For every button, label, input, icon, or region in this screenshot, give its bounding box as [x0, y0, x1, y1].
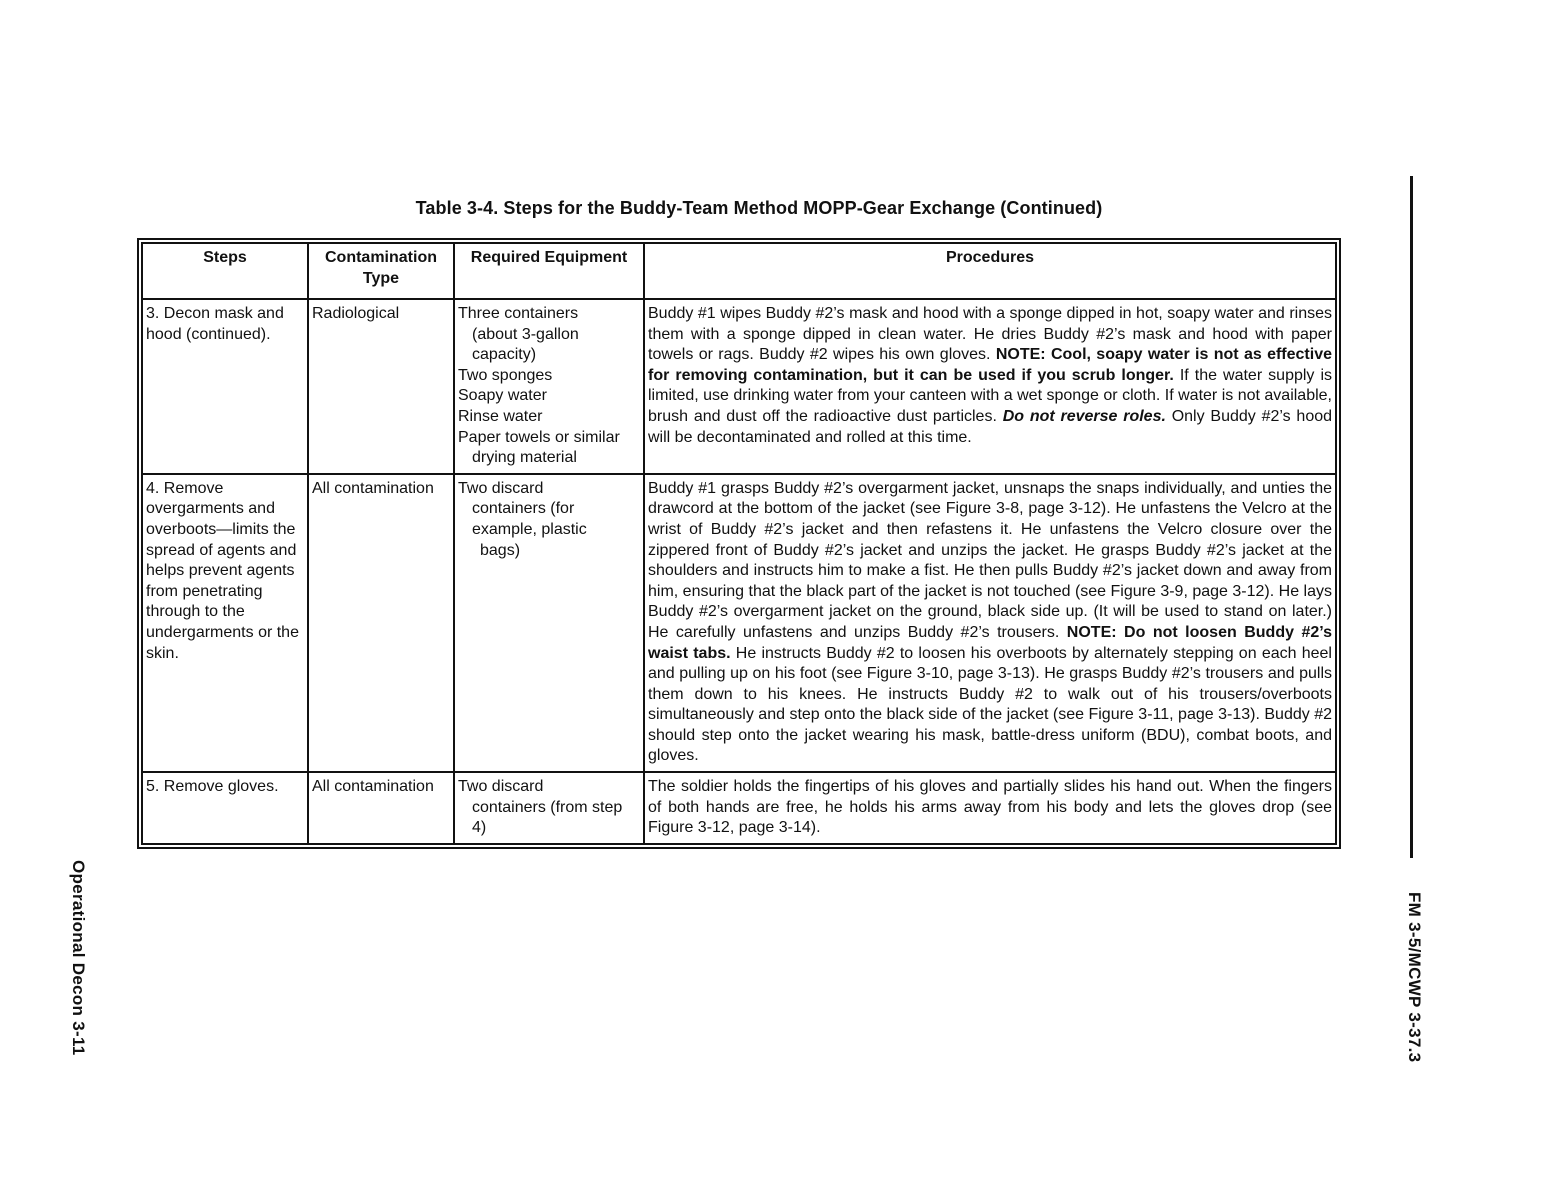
equipment-item: Two discard — [458, 778, 544, 796]
page-footer-right: FM 3-5/MCWP 3-37.3 — [1405, 892, 1424, 1063]
equipment-item: Soapy water — [458, 387, 547, 405]
equipment-item: Rinse water — [458, 407, 543, 425]
table-frame — [137, 238, 1341, 849]
equipment-item: Two discard — [458, 479, 544, 497]
equipment-item-continued: (about 3-gallon capacity) — [472, 325, 579, 364]
equipment-item-continued: drying material — [472, 449, 577, 467]
equipment-item: Three containers — [458, 305, 579, 322]
equipment-item-continued: bags) — [480, 541, 521, 559]
step-cell: 3. Decon mask and hood (continued). — [142, 299, 308, 474]
step-cell: 5. Remove gloves. — [142, 772, 308, 844]
equipment-cell — [454, 772, 644, 844]
procedure-text: Only Buddy #2’s hood will be decontaminated and rolled at this time. — [648, 407, 1333, 446]
procedure-cell — [644, 474, 1336, 772]
procedure-note: NOTE: Cool, soapy water is not as effective for removing contamination, but it can be used if you scrub longer. — [648, 346, 1333, 384]
margin-rule — [1410, 176, 1413, 858]
procedure-text: Buddy #1 grasps Buddy #2’s overgarment jacket, unsnaps the snaps individually, and unties the drawcord at the bottom of the jacket (see Figure 3-8, page 3-12). He unfastens the Velcro at the wrist of Buddy #2’s jacket and then refastens it. He unfastens the Velcro closure over the zippered front of Buddy #2’s jacket and unzips the jacket. He grasps Buddy #2’s jacket at the shoulders and instructs him to make a fist. He then pulls Buddy #2’s jacket down and away from him, ensuring that the black part of the jacket is not touched (see Figure 3-9, page 3-12). He lays Buddy #2’s overgarment jacket on the ground, black side up. (It will be used to stand on later.) He carefully unfastens and unzips Buddy #2’s trousers. — [648, 479, 1332, 641]
procedure-text: He instructs Buddy #2 to loosen his overboots by alternately stepping on each heel and pulling up on his foot (see Figure 3-10, page 3-13). He grasps Buddy #2’s trousers and pulls them down to his knees. He instructs Buddy #2 to walk out of his trousers/overboots simultaneously and step onto the black side of the jacket (see Figure 3-11, page 3-13). Buddy #2 should step onto the jacket wearing his mask, battle-dress uniform (BDU), combat boots, and gloves. — [648, 644, 1332, 765]
equipment-cell — [454, 299, 644, 474]
equipment-item-continued: containers (from step 4) — [472, 798, 623, 837]
table-row — [142, 474, 1336, 772]
procedure-note: NOTE: Do not loosen Buddy #2’s waist tabs. — [648, 623, 1333, 662]
steps-table — [141, 242, 1337, 845]
contamination-cell: All contamination — [308, 772, 454, 844]
procedure-cell — [644, 299, 1336, 474]
equipment-item: Paper towels or similar — [458, 428, 620, 446]
table-title: Table 3-4. Steps for the Buddy-Team Method MOPP-Gear Exchange (Continued) — [415, 198, 1103, 218]
step-cell: 4. Remove overgarments and overboots—limits the spread of agents and helps prevent agents from penetrating through to the undergarments or the skin. — [142, 474, 308, 772]
header-required-equipment: Required Equipment — [454, 243, 644, 299]
header-procedures: Procedures — [644, 243, 1336, 299]
procedure-text: Buddy #1 wipes Buddy #2’s mask and hood with a sponge dipped in hot, soapy water and rinses them with a sponge dipped in clean water. He dries Buddy #2’s mask and hood with paper towels or rags. Buddy #2 wipes his own gloves. — [648, 305, 1332, 364]
equipment-item: Two sponges — [458, 366, 553, 384]
header-steps: Steps — [142, 243, 308, 299]
procedure-cell: The soldier holds the fingertips of his gloves and partially slides his hand out. When the fingers of both hands are free, he holds his arms away from his body and lets the gloves drop (see Figure 3-12, page 3-14). — [644, 772, 1336, 844]
contamination-cell: Radiological — [308, 299, 454, 474]
table-row — [142, 299, 1336, 474]
table-row — [142, 772, 1336, 844]
equipment-cell — [454, 474, 644, 772]
procedure-text: If the water supply is limited, use drinking water from your canteen with a wet sponge or cloth. If water is not available, brush and dust off the radioactive dust particles. — [648, 366, 1332, 425]
contamination-cell: All contamination — [308, 474, 454, 772]
header-contamination-type: Contamination Type — [308, 243, 454, 299]
procedure-emphasis: Do not reverse roles. — [1002, 407, 1166, 425]
header-row — [142, 243, 1336, 299]
page-footer-left: Operational Decon 3-11 — [69, 860, 88, 1056]
equipment-item-continued: containers (for example, plastic — [472, 500, 587, 538]
